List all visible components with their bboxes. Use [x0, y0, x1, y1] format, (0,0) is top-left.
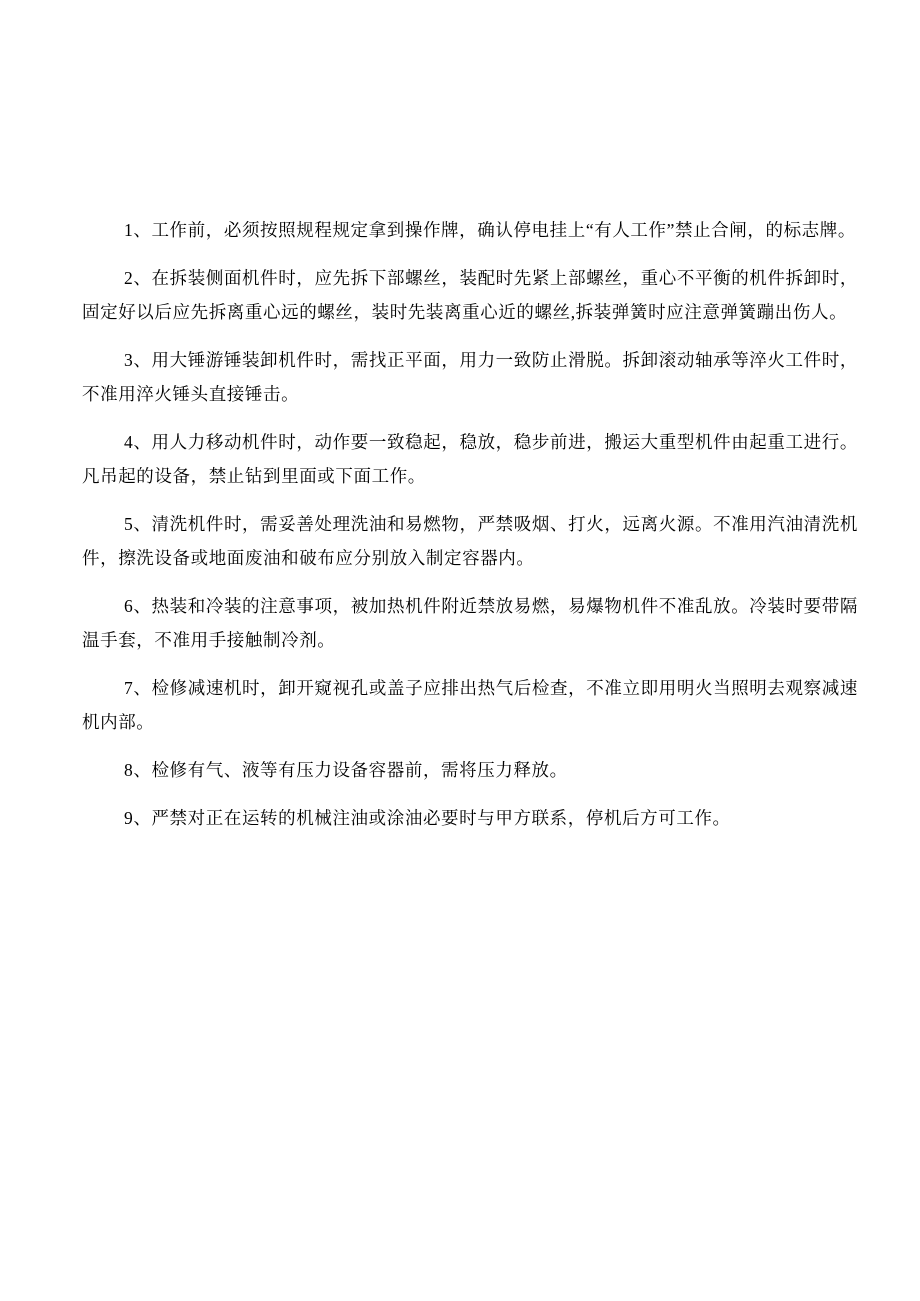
rule-item-1: 1、工作前，必须按照规程规定拿到操作牌，确认停电挂上“有人工作”禁止合闸，的标志牌。	[124, 220, 856, 240]
rule-item-7: 7、检修减速机时，卸开窥视孔或盖子应排出热气后检查，不准立即用明火当照明去观察减速机内部。	[82, 678, 858, 732]
rule-item-4: 4、用人力移动机件时，动作要一致稳起，稳放，稳步前进，搬运大重型机件由起重工进行。凡吊起的设备，禁止钻到里面或下面工作。	[82, 432, 858, 486]
rule-item-8: 8、检修有气、液等有压力设备容器前，需将压力释放。	[124, 760, 568, 780]
rule-item-2: 2、在拆装侧面机件时，应先拆下部螺丝，装配时先紧上部螺丝，重心不平衡的机件拆卸时，固定好以后应先拆离重心远的螺丝，装时先装离重心近的螺丝,拆装弹簧时应注意弹簧蹦出伤人。	[82, 268, 858, 322]
rule-item-5: 5、清洗机件时，需妥善处理洗油和易燃物，严禁吸烟、打火，远离火源。不准用汽油清洗机件，擦洗设备或地面废油和破布应分别放入制定容器内。	[82, 514, 858, 568]
rule-item-6: 6、热装和冷装的注意事项，被加热机件附近禁放易燃，易爆物机件不准乱放。冷装时要带隔温手套，不准用手接触制冷剂。	[82, 596, 858, 650]
safety-rules-list	[82, 213, 858, 849]
rule-item-9: 9、严禁对正在运转的机械注油或涂油必要时与甲方联系，停机后方可工作。	[124, 808, 731, 828]
rule-item-3: 3、用大锤游锤装卸机件时，需找正平面，用力一致防止滑脱。拆卸滚动轴承等淬火工件时，不准用淬火锤头直接锤击。	[82, 350, 858, 404]
